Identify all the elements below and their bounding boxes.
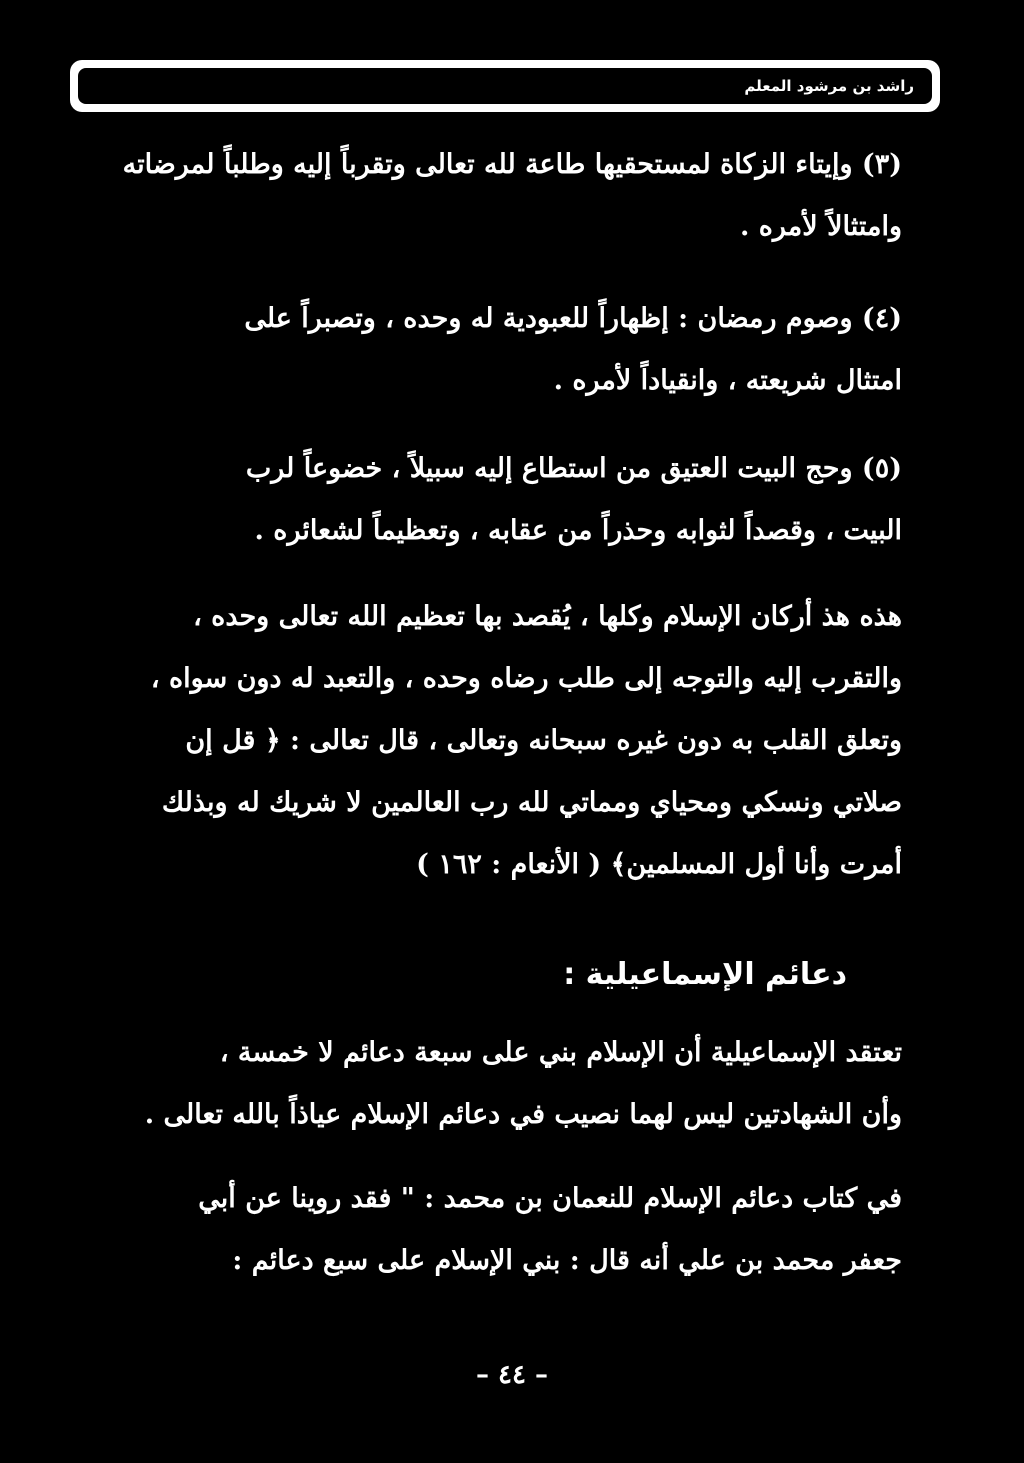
page-number: – ٤٤ – bbox=[475, 1360, 549, 1390]
header-author: راشد بن مرشود المعلم bbox=[744, 77, 914, 95]
text-line: وامتثالاً لأمره . bbox=[739, 211, 902, 242]
paragraph-fasting bbox=[112, 288, 902, 412]
running-header-frame bbox=[70, 60, 940, 112]
text-line: (٣) وإيتاء الزكاة لمستحقيها طاعة لله تعالى وتقرباً إليه وطلباً لمرضاته bbox=[122, 149, 902, 180]
text-line: وأن الشهادتين ليس لهما نصيب في دعائم الإسلام عياذاً بالله تعالى . bbox=[144, 1099, 902, 1130]
section-heading: دعائم الإسماعيلية : bbox=[563, 957, 847, 992]
text-line: (٤) وصوم رمضان : إظهاراً للعبودية له وحده ، وتصبراً على bbox=[244, 303, 902, 334]
text-line: أمرت وأنا أول المسلمين﴾ ( الأنعام : ١٦٢ ) bbox=[416, 849, 902, 880]
paragraph-zakat bbox=[112, 134, 902, 258]
text-line: امتثال شريعته ، وانقياداً لأمره . bbox=[553, 365, 902, 396]
paragraph-book bbox=[112, 1168, 902, 1292]
paragraph-hajj bbox=[112, 438, 902, 562]
text-line: والتقرب إليه والتوجه إلى طلب رضاه وحده ، والتعبد له دون سواه ، bbox=[150, 663, 902, 694]
text-line: (٥) وحج البيت العتيق من استطاع إليه سبيلاً ، خضوعاً لرب bbox=[245, 453, 902, 484]
text-line: تعتقد الإسماعيلية أن الإسلام بني على سبعة دعائم لا خمسة ، bbox=[219, 1037, 902, 1068]
text-line: صلاتي ونسكي ومحياي ومماتي لله رب العالمين لا شريك له وبذلك bbox=[161, 787, 902, 818]
text-line: هذه هذ أركان الإسلام وكلها ، يُقصد بها تعظيم الله تعالى وحده ، bbox=[193, 601, 902, 632]
paragraph-belief bbox=[112, 1022, 902, 1146]
text-line: البيت ، وقصداً لثوابه وحذراً من عقابه ، وتعظيماً لشعائره . bbox=[254, 515, 902, 546]
text-line: جعفر محمد بن علي أنه قال : بني الإسلام على سبع دعائم : bbox=[232, 1245, 902, 1276]
running-header bbox=[78, 68, 932, 104]
text-line: وتعلق القلب به دون غيره سبحانه وتعالى ، قال تعالى : ﴿ قل إن bbox=[185, 725, 902, 756]
paragraph-pillars bbox=[112, 586, 902, 896]
text-line: في كتاب دعائم الإسلام للنعمان بن محمد : " فقد روينا عن أبي bbox=[198, 1183, 902, 1214]
